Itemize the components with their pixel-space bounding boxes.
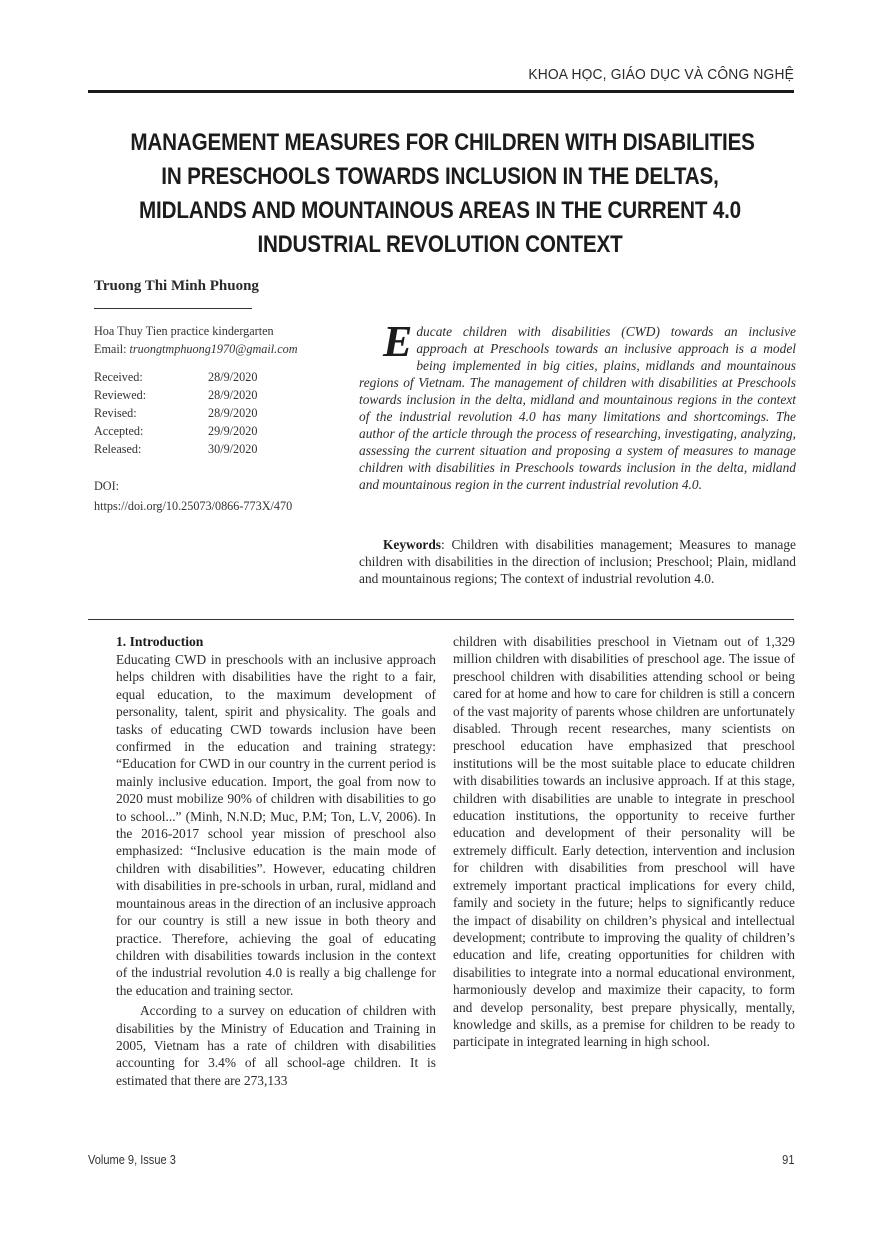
running-header: KHOA HỌC, GIÁO DỤC VÀ CÔNG NGHỆ — [528, 66, 794, 83]
author-rule — [94, 308, 252, 309]
title-line: MANAGEMENT MEASURES FOR CHILDREN WITH DISABILITIES — [130, 129, 755, 156]
body-paragraph: children with disabilities preschool in Vietnam out of 1,329 million children with disabilities of preschool age. The issue of preschool children with disabilities attending school or being cared for at home and how to care for children is still a concern of the vast majority of parents whose children are unfortunately disabled. Through recent researches, many scientists on preschool education have emphasized that preschool institutions will be the most suitable place to educate children with disabilities towards an inclusive approach. If at this stage, children with disabilities are unable to integrate in preschool education institutions, the opportunity to receive further education and development of their personality will be extremely difficult. Early detection, intervention and inclusion for children with disabilities from preschool will have extremely important practical implications for every child, family and society in the future; helps to significantly reduce the impact of disability on children’s physical and intellectual development; contribute to improving the quality of children’s education and life, creating opportunities for children with disabilities to integrate into a normal educational environment, harmoniously develop and maximize their capacity, to form and develop personality, best prepare physically, mentally, knowledge and skills, as a premise for children to be ready to participate in integrated learning in high school. — [453, 634, 795, 1050]
abstract — [359, 317, 796, 493]
date-row-received — [94, 368, 344, 386]
email-label: Email: — [94, 342, 130, 356]
body-paragraph — [116, 1002, 436, 1089]
date-row-reviewed — [94, 386, 344, 404]
abstract-text: ducate children with disabilities (CWD) towards an inclusive approach at Preschools towards an inclusive approach is a model being implemented in big cities, plains, midlands and mountainous regions of Vietnam. The management of children with disabilities at Preschools towards inclusion in the delta, midland and mountainous regions in the context of the industrial revolution 4.0 has many limitations and shortcomings. The author of the article through the process of researching, investigating, analyzing, assessing the current situation and proposing a system of measures to manage children with disabilities in Preschools towards inclusion in the delta, midland and mountainous region in the current industrial revolution 4.0. — [359, 324, 796, 492]
paragraph-text: According to a survey on education of children with disabilities by the Ministry of Education and Training in 2005, Vietnam has a rate of children with disabilities accounting for 3.4% of all school-age children. It is estimated that there are 273,133 — [116, 1003, 436, 1088]
footer-volume-issue: Volume 9, Issue 3 — [88, 1152, 176, 1167]
date-label: Released: — [94, 442, 142, 456]
drop-cap: E — [383, 317, 413, 366]
dates-list — [94, 368, 344, 458]
section-divider — [88, 619, 794, 620]
email-link[interactable]: truongtmphuong1970@gmail.com — [129, 342, 298, 356]
keywords-label: Keywords — [383, 537, 442, 552]
article-title — [80, 126, 800, 262]
body-paragraph — [116, 651, 436, 999]
title-line: INDUSTRIAL REVOLUTION CONTEXT — [257, 231, 623, 258]
date-value: 29/9/2020 — [208, 424, 258, 438]
date-value: 28/9/2020 — [208, 388, 258, 402]
email-line — [94, 340, 344, 358]
footer-page-number: 91 — [781, 1152, 794, 1167]
date-label: Revised: — [94, 406, 137, 420]
date-value: 28/9/2020 — [208, 370, 258, 384]
keywords-text: : Children with disabilities management; Measures to manage children with disabilities in the direction of inclusion; Preschool; Plain, midland and mountainous regions; The context of industrial revolution 4.0. — [359, 537, 796, 586]
header-rule — [88, 90, 794, 93]
date-value: 28/9/2020 — [208, 406, 258, 420]
date-row-accepted — [94, 422, 344, 440]
date-value: 30/9/2020 — [208, 442, 258, 456]
author-name: Truong Thi Minh Phuong — [94, 278, 259, 294]
date-row-revised — [94, 404, 344, 422]
doi-label: DOI: — [94, 479, 120, 493]
article-metadata — [94, 322, 344, 516]
section-heading: 1. Introduction — [116, 634, 204, 649]
keywords — [359, 536, 796, 587]
date-label: Received: — [94, 370, 143, 384]
affiliation: Hoa Thuy Tien practice kindergarten — [94, 324, 274, 338]
date-label: Reviewed: — [94, 388, 147, 402]
date-label: Accepted: — [94, 424, 144, 438]
doi-link[interactable]: https://doi.org/10.25073/0866-773X/470 — [94, 499, 293, 513]
doi-block — [94, 476, 344, 516]
title-line: IN PRESCHOOLS TOWARDS INCLUSION IN THE DELTAS, — [161, 163, 719, 190]
paragraph-text: Educating CWD in preschools with an inclusive approach helps children with disabilities have the right to a fair, equal education, to the maximum development of personality, talent, spirit and physicality. The goals and tasks of educating CWD towards inclusion have been confirmed in the education and training strategy: “Education for CWD in our country in the current period is mainly inclusive education. Import, the goal from now to 2020 must mobilize 90% of children with disabilities to go to school...” (Minh, N.N.D; Muc, P.M; Ton, L.V, 2006). In the 2016-2017 school year mission of preschool also emphasized: “Inclusive education is the main mode of children with disabilities”. However, educating children with disabilities in pre-schools in urban, rural, midland and mountainous areas in the direction of an inclusive approach for our country is still a new issue in both theory and practice. Therefore, achieving the goal of educating children with disabilities towards inclusion in the context of the industrial revolution 4.0 is really a big challenge for the education and training sector. — [116, 652, 436, 998]
date-row-released — [94, 440, 344, 458]
body-column-right — [453, 633, 795, 1051]
body-column-left — [116, 633, 436, 1089]
title-line: MIDLANDS AND MOUNTAINOUS AREAS IN THE CURRENT 4.0 — [139, 197, 741, 224]
